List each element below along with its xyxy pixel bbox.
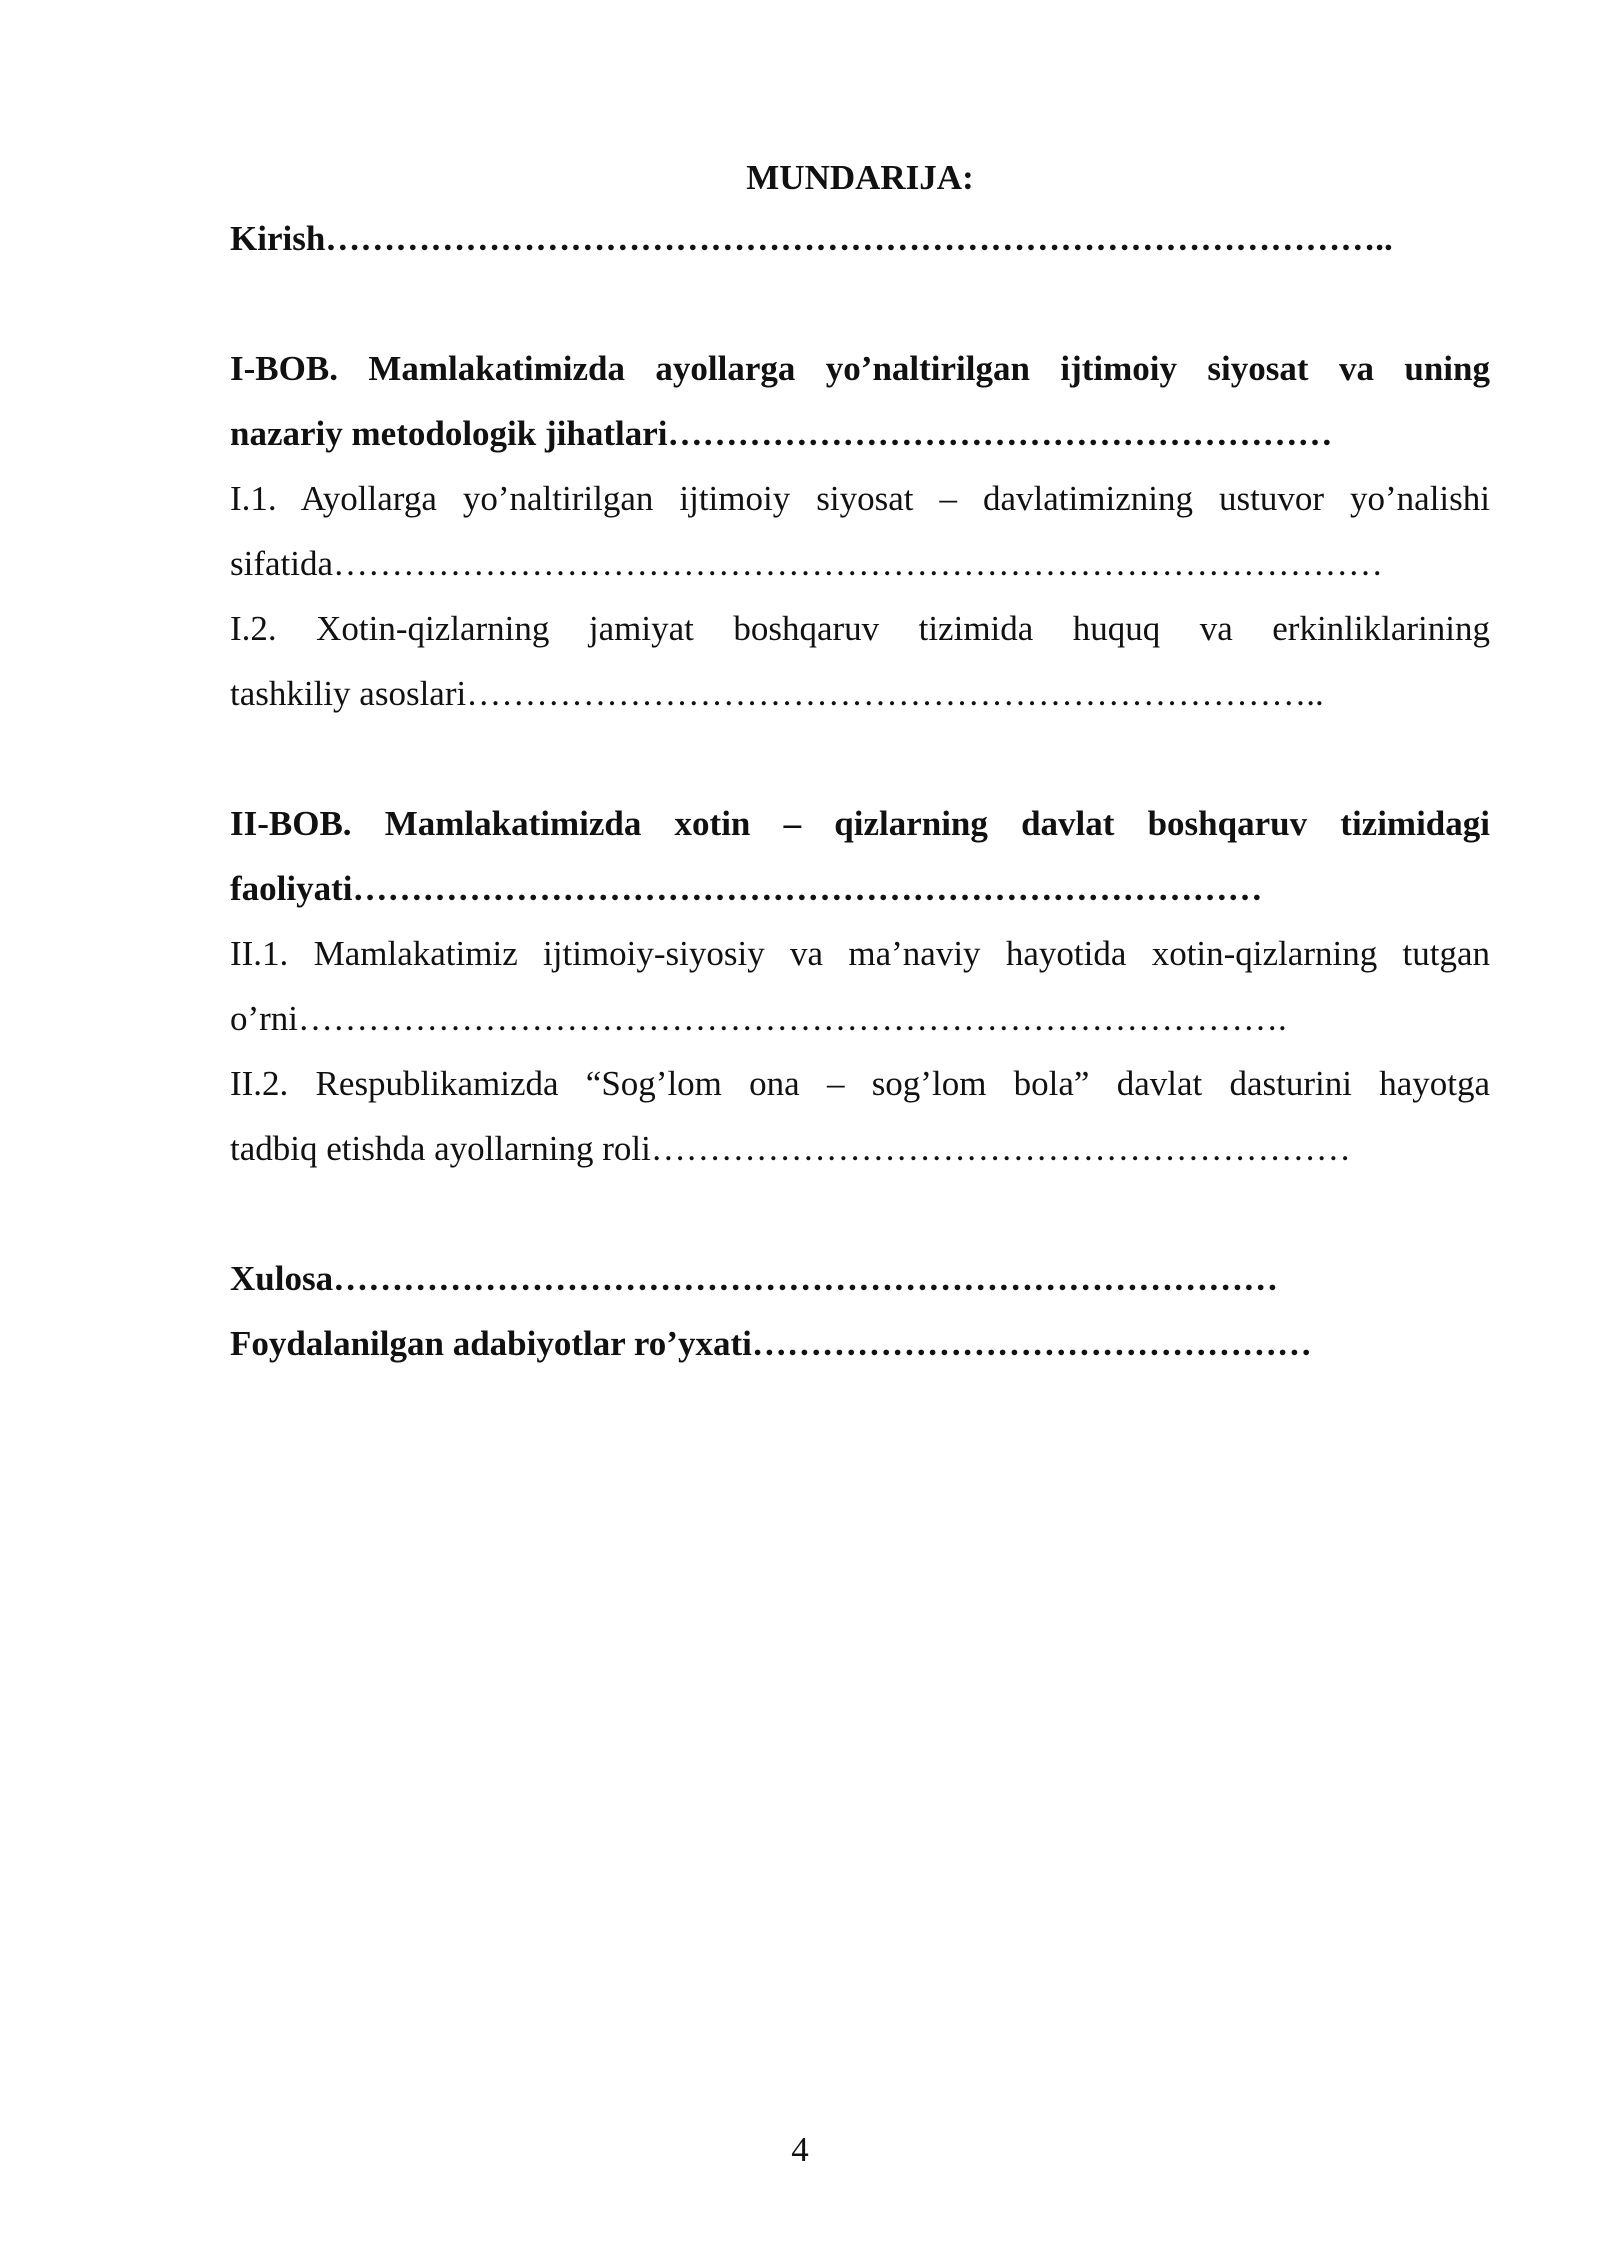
toc-entry-chapter-2[interactable] [230, 791, 1490, 921]
toc-entry-line: I.2. Xotin-qizlarning jamiyat boshqaruv tizimida huquq va erkinliklarining [230, 609, 1490, 648]
toc-leader-dots: …………………………………………………………………… [352, 869, 1263, 908]
toc-leader-dots: ……………………………………………………………………………… [333, 544, 1384, 583]
toc-entry-kirish[interactable] [230, 206, 1490, 271]
toc-spacer [230, 726, 1490, 791]
toc-leader-dots: ……………………………………………………………………… [333, 1259, 1279, 1298]
toc-entry-section-1-1[interactable] [230, 466, 1490, 596]
toc-entry-section-2-1[interactable] [230, 921, 1490, 1051]
toc-entry-line [230, 1116, 1490, 1181]
toc-leader-dots: ………………………………………… [751, 1324, 1312, 1363]
toc-entry-label: nazariy metodologik jihatlari [230, 414, 668, 453]
toc-entry-label: tashkiliy asoslari [230, 674, 467, 713]
toc-entry-references[interactable] [230, 1311, 1490, 1376]
toc-entry-line [230, 986, 1490, 1051]
toc-entry-label: Kirish [230, 219, 326, 258]
toc-entry-line [230, 856, 1490, 921]
toc-entry-section-2-2[interactable] [230, 1051, 1490, 1181]
toc-entry-line: II.1. Mamlakatimiz ijtimoiy-siyosiy va ma’naviy hayotida xotin-qizlarning tutgan [230, 934, 1490, 973]
toc-entry-line: I-BOB. Mamlakatimizda ayollarga yo’naltirilgan ijtimoiy siyosat va uning [230, 349, 1490, 388]
toc-leader-dots: …………………………………………………………………………. [298, 999, 1287, 1038]
toc-entry-chapter-1[interactable] [230, 336, 1490, 466]
toc-entry-label: faoliyati [230, 869, 353, 908]
toc-entry-label: tadbiq etishda ayollarning roli [230, 1129, 651, 1168]
toc-title: MUNDARIJA: [746, 158, 974, 197]
toc-entry-label: sifatida [230, 544, 334, 583]
toc-leader-dots: …………………………………………………… [650, 1129, 1351, 1168]
toc-entry-label: Foydalanilgan adabiyotlar ro’yxati [230, 1324, 752, 1363]
page-number: 4 [791, 2130, 809, 2169]
toc-entry-line: II.2. Respublikamizda “Sog’lom ona – sog’lom bola” davlat dasturini hayotga [230, 1064, 1490, 1103]
toc-leader-dots: ……………………………………………………………….. [466, 674, 1324, 713]
toc-entry-section-1-2[interactable] [230, 596, 1490, 726]
toc-entry-line [230, 531, 1490, 596]
toc-leader-dots: ………………………………………………… [667, 414, 1333, 453]
toc-leader-dots: ……………………………………………………………………………….. [325, 219, 1393, 258]
toc-entry-xulosa[interactable] [230, 1246, 1490, 1311]
toc-entry-line [230, 401, 1490, 466]
toc-spacer [230, 271, 1490, 336]
toc-entry-line: II-BOB. Mamlakatimizda xotin – qizlarning davlat boshqaruv tizimidagi [230, 804, 1490, 843]
toc-entry-line: I.1. Ayollarga yo’naltirilgan ijtimoiy siyosat – davlatimizning ustuvor yo’nalishi [230, 479, 1490, 518]
toc-spacer [230, 1181, 1490, 1246]
toc-entry-line [230, 661, 1490, 726]
toc-entry-label: o’rni [230, 999, 299, 1038]
toc-entry-label: Xulosa [230, 1259, 334, 1298]
table-of-contents [230, 150, 1490, 1376]
